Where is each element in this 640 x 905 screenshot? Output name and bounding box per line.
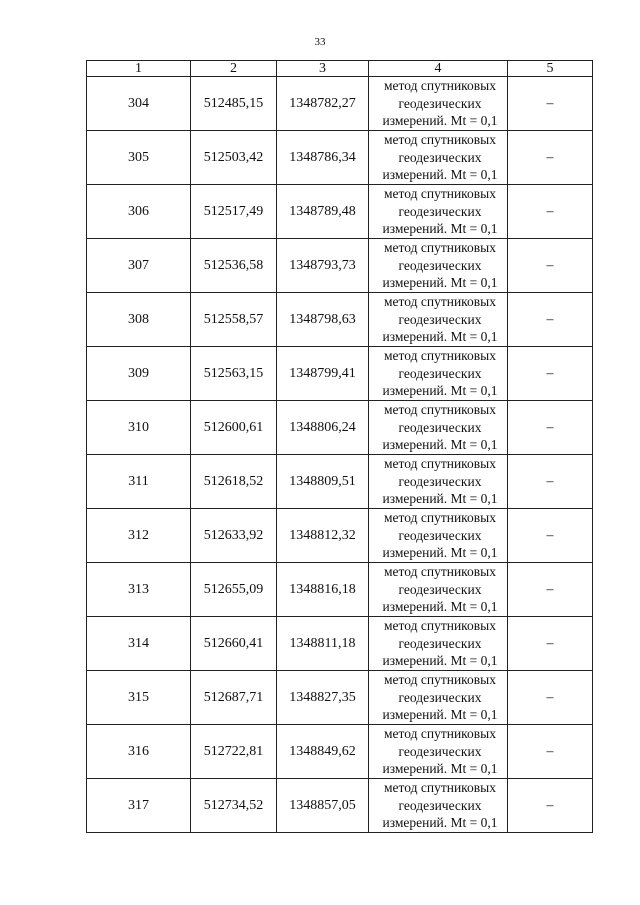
y-coordinate-cell: 1348798,63: [277, 293, 369, 347]
note-cell: –: [508, 779, 593, 833]
method-line: геодезических: [398, 635, 482, 651]
y-coordinate-cell: 1348827,35: [277, 671, 369, 725]
method-line: измерений. Mt = 0,1: [382, 491, 498, 507]
table-row: [87, 563, 593, 617]
method-cell: [369, 293, 508, 347]
method-line: геодезических: [398, 311, 482, 327]
point-number-cell: 308: [87, 293, 191, 347]
header-col-2: 2: [191, 61, 277, 77]
y-coordinate-cell: 1348816,18: [277, 563, 369, 617]
note-cell: –: [508, 185, 593, 239]
method-line: геодезических: [398, 149, 482, 165]
method-line: измерений. Mt = 0,1: [382, 113, 498, 129]
point-number-cell: 316: [87, 725, 191, 779]
method-line: метод спутниковых: [384, 672, 496, 688]
point-number-cell: 311: [87, 455, 191, 509]
x-coordinate-cell: 512536,58: [191, 239, 277, 293]
table-body: [87, 77, 593, 833]
header-col-4: 4: [369, 61, 508, 77]
method-cell: [369, 617, 508, 671]
method-cell: [369, 239, 508, 293]
method-line: измерений. Mt = 0,1: [382, 599, 498, 615]
method-cell: [369, 455, 508, 509]
method-line: измерений. Mt = 0,1: [382, 167, 498, 183]
method-cell: [369, 185, 508, 239]
method-line: метод спутниковых: [384, 186, 496, 202]
y-coordinate-cell: 1348811,18: [277, 617, 369, 671]
x-coordinate-cell: 512660,41: [191, 617, 277, 671]
point-number-cell: 312: [87, 509, 191, 563]
note-cell: –: [508, 347, 593, 401]
x-coordinate-cell: 512485,15: [191, 77, 277, 131]
x-coordinate-cell: 512734,52: [191, 779, 277, 833]
table-row: [87, 671, 593, 725]
method-line: метод спутниковых: [384, 510, 496, 526]
point-number-cell: 313: [87, 563, 191, 617]
method-cell: [369, 779, 508, 833]
header-col-3: 3: [277, 61, 369, 77]
y-coordinate-cell: 1348849,62: [277, 725, 369, 779]
table-row: [87, 617, 593, 671]
table-row: [87, 779, 593, 833]
method-line: измерений. Mt = 0,1: [382, 707, 498, 723]
method-line: геодезических: [398, 527, 482, 543]
page-number: 33: [314, 36, 326, 48]
point-number-cell: 304: [87, 77, 191, 131]
x-coordinate-cell: 512503,42: [191, 131, 277, 185]
method-line: метод спутниковых: [384, 456, 496, 472]
table-row: [87, 509, 593, 563]
method-line: геодезических: [398, 689, 482, 705]
method-line: измерений. Mt = 0,1: [382, 383, 498, 399]
header-col-5: 5: [508, 61, 593, 77]
method-line: геодезических: [398, 797, 482, 813]
y-coordinate-cell: 1348809,51: [277, 455, 369, 509]
method-line: измерений. Mt = 0,1: [382, 329, 498, 345]
table-row: [87, 239, 593, 293]
y-coordinate-cell: 1348812,32: [277, 509, 369, 563]
method-line: метод спутниковых: [384, 240, 496, 256]
y-coordinate-cell: 1348793,73: [277, 239, 369, 293]
header-col-1: 1: [87, 61, 191, 77]
table-row: [87, 455, 593, 509]
method-line: геодезических: [398, 95, 482, 111]
method-line: метод спутниковых: [384, 618, 496, 634]
x-coordinate-cell: 512618,52: [191, 455, 277, 509]
method-line: измерений. Mt = 0,1: [382, 653, 498, 669]
method-line: метод спутниковых: [384, 348, 496, 364]
x-coordinate-cell: 512600,61: [191, 401, 277, 455]
table-row: [87, 293, 593, 347]
point-number-cell: 306: [87, 185, 191, 239]
table-header-row: [87, 61, 593, 77]
note-cell: –: [508, 509, 593, 563]
y-coordinate-cell: 1348857,05: [277, 779, 369, 833]
note-cell: –: [508, 293, 593, 347]
note-cell: –: [508, 563, 593, 617]
method-line: метод спутниковых: [384, 402, 496, 418]
method-line: измерений. Mt = 0,1: [382, 275, 498, 291]
method-cell: [369, 401, 508, 455]
table-row: [87, 347, 593, 401]
note-cell: –: [508, 77, 593, 131]
note-cell: –: [508, 401, 593, 455]
point-number-cell: 305: [87, 131, 191, 185]
method-cell: [369, 131, 508, 185]
method-line: измерений. Mt = 0,1: [382, 761, 498, 777]
table-row: [87, 185, 593, 239]
note-cell: –: [508, 131, 593, 185]
method-line: метод спутниковых: [384, 294, 496, 310]
y-coordinate-cell: 1348806,24: [277, 401, 369, 455]
x-coordinate-cell: 512687,71: [191, 671, 277, 725]
method-cell: [369, 77, 508, 131]
point-number-cell: 307: [87, 239, 191, 293]
x-coordinate-cell: 512633,92: [191, 509, 277, 563]
x-coordinate-cell: 512722,81: [191, 725, 277, 779]
method-cell: [369, 347, 508, 401]
method-line: геодезических: [398, 743, 482, 759]
method-line: метод спутниковых: [384, 780, 496, 796]
method-line: геодезических: [398, 257, 482, 273]
method-line: геодезических: [398, 203, 482, 219]
point-number-cell: 309: [87, 347, 191, 401]
method-cell: [369, 725, 508, 779]
x-coordinate-cell: 512655,09: [191, 563, 277, 617]
point-number-cell: 310: [87, 401, 191, 455]
method-line: метод спутниковых: [384, 132, 496, 148]
x-coordinate-cell: 512558,57: [191, 293, 277, 347]
method-line: геодезических: [398, 473, 482, 489]
note-cell: –: [508, 725, 593, 779]
method-cell: [369, 563, 508, 617]
table-row: [87, 725, 593, 779]
method-line: измерений. Mt = 0,1: [382, 815, 498, 831]
method-cell: [369, 509, 508, 563]
method-line: метод спутниковых: [384, 78, 496, 94]
x-coordinate-cell: 512563,15: [191, 347, 277, 401]
note-cell: –: [508, 239, 593, 293]
method-cell: [369, 671, 508, 725]
method-line: измерений. Mt = 0,1: [382, 545, 498, 561]
table-row: [87, 77, 593, 131]
method-line: измерений. Mt = 0,1: [382, 221, 498, 237]
point-number-cell: 315: [87, 671, 191, 725]
method-line: геодезических: [398, 365, 482, 381]
coordinates-table: [86, 60, 593, 833]
y-coordinate-cell: 1348782,27: [277, 77, 369, 131]
method-line: метод спутниковых: [384, 726, 496, 742]
y-coordinate-cell: 1348786,34: [277, 131, 369, 185]
y-coordinate-cell: 1348789,48: [277, 185, 369, 239]
method-line: измерений. Mt = 0,1: [382, 437, 498, 453]
method-line: геодезических: [398, 419, 482, 435]
note-cell: –: [508, 671, 593, 725]
y-coordinate-cell: 1348799,41: [277, 347, 369, 401]
point-number-cell: 314: [87, 617, 191, 671]
note-cell: –: [508, 617, 593, 671]
method-line: геодезических: [398, 581, 482, 597]
table-row: [87, 131, 593, 185]
x-coordinate-cell: 512517,49: [191, 185, 277, 239]
table-row: [87, 401, 593, 455]
note-cell: –: [508, 455, 593, 509]
method-line: метод спутниковых: [384, 564, 496, 580]
point-number-cell: 317: [87, 779, 191, 833]
